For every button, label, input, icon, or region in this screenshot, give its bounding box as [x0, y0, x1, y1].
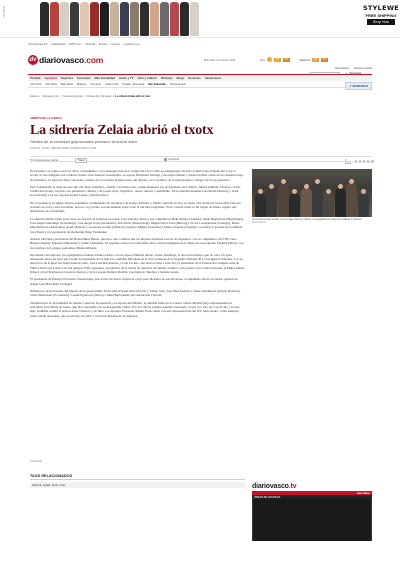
site-logo[interactable]: [28, 55, 103, 65]
services-bar: [28, 40, 372, 48]
article-body: [30, 169, 245, 321]
subnav-item[interactable]: San Sebastián: [148, 82, 166, 86]
photo-person: [266, 188, 277, 217]
tags-list[interactable]: sidrería, zelaia, abrió, txotx: [30, 482, 245, 488]
sub-nav: [28, 81, 372, 88]
weather-today-label: Hoy: [260, 57, 265, 62]
ad-stylewe[interactable]: [362, 4, 400, 36]
site-header: [28, 53, 372, 75]
star-icon[interactable]: [367, 160, 369, 163]
ad-model-image[interactable]: [50, 2, 59, 36]
nav-item[interactable]: Servicios: [188, 76, 201, 80]
tweet-button[interactable]: Tweet: [75, 158, 87, 163]
photo-face: [315, 179, 320, 184]
ad-label: Publicidad: [2, 6, 5, 18]
comment-count-link[interactable]: 70 Comenta esta noticia: [30, 158, 58, 162]
photo-person: [301, 188, 312, 217]
ad-brand: STYLEWE: [362, 4, 400, 12]
subnav-item[interactable]: Bidasoa: [76, 82, 87, 86]
tv-logo[interactable]: diariovasco.tv: [252, 483, 297, 490]
ad-model-image[interactable]: [190, 2, 199, 36]
photo-person: [346, 183, 357, 217]
star-icon[interactable]: [355, 160, 357, 163]
entradas-button[interactable]: ✓ ENTRADAS: [345, 82, 372, 90]
ad-model-image[interactable]: [140, 2, 149, 36]
star-icon[interactable]: [359, 160, 361, 163]
ad-shop-button[interactable]: Shop Now: [367, 19, 395, 25]
photo-face: [304, 184, 309, 189]
share-button[interactable]: [164, 158, 179, 161]
video-player[interactable]: [252, 499, 372, 541]
ad-model-image[interactable]: [90, 2, 99, 36]
tags-title: TAGS RELACIONADOS: [30, 474, 245, 480]
nav-item[interactable]: Gente y TV: [118, 76, 134, 80]
article-toolbar: [30, 156, 372, 165]
temp-today-min: 14: [275, 58, 279, 61]
rating-widget[interactable]: [345, 159, 374, 165]
header-link[interactable]: Hemeroteca: [335, 67, 350, 70]
photo-face: [338, 184, 343, 189]
tv-section-title: VÍDEOS DE GIPUZKOA: [252, 495, 372, 499]
article-subhead: Gentes de la sociedad guipuzcoana probaron la nueva sidra: [30, 139, 137, 144]
breadcrumb-item: Estás en:: [30, 95, 40, 98]
subnav-item[interactable]: Tolosa-Goierri: [169, 82, 187, 86]
ad-model-image[interactable]: [150, 2, 159, 36]
ad-model-image[interactable]: [70, 2, 79, 36]
separator: |: [66, 42, 68, 46]
header-link[interactable]: Envía tu noticia: [354, 67, 372, 70]
nav-item[interactable]: Gipuzkoa: [44, 76, 58, 80]
breadcrumb-item[interactable]: > Noticias San Sebastián: [84, 95, 112, 98]
header-links: [335, 67, 372, 70]
header-date: Miércoles, 22 octubre 2014: [204, 59, 236, 62]
ad-ship-text: FREE SHIPPING: [365, 13, 397, 18]
register-label: Regístrate: [349, 71, 362, 75]
breadcrumb: [30, 95, 151, 98]
video-widget: [252, 483, 372, 541]
photo-person: [278, 183, 289, 217]
photo-person: [335, 188, 346, 217]
share-icon: [164, 158, 167, 161]
page-title: La sidrería Zelaia abrió el txotx: [30, 123, 214, 138]
photo-caption: José Antonio Garmendia, con sus hijas Oihana y Jaione, acompañados de algunos invitados a la fiesta. / MICHELENA: [252, 218, 363, 224]
nav-item[interactable]: Deportes: [61, 76, 74, 80]
nav-item[interactable]: Economía: [77, 76, 91, 80]
ad-model-image[interactable]: [100, 2, 109, 36]
article-paragraph: El presidente de Elkargi Victoriano Susperregui, que al mes de marzo dejará su cargo para disfrutar de sus aficiones, acompañado del ex secretario general de Adegi José Mari Ruiz Urchegui.: [30, 277, 238, 286]
arrow-icon: ▸: [346, 71, 348, 75]
ad-model-image[interactable]: [170, 2, 179, 36]
article-paragraph: Para Garmendia, la sidra de este año «Es muy aromática, estable y de buen color y debe mantener sus propiedades en botellas». Menú habitual: Chorizo cocido, tortilla de bacalao, bacalao con pimientos, chuleta y de postre tejas, cigarrillos, queso, nueces y membrillo. En la pantalla mandan José María Olazarrg y Xabi Gorrotxategi y en los fogones Isabel Lagata y Domi Santos.: [30, 184, 242, 198]
top-ad-banner[interactable]: [0, 0, 400, 38]
photo-face: [258, 189, 263, 194]
service-link[interactable]: Coches: [111, 42, 121, 46]
related-tags: [30, 474, 245, 488]
photo-face: [361, 189, 366, 194]
breadcrumb-item: > La sidrería Zelaia abrió el txotx: [113, 95, 151, 98]
weather-tomorrow-label: Mañana: [299, 57, 310, 62]
service-link[interactable]: Clasificados: [51, 42, 66, 46]
service-link[interactable]: mujerhoy.com: [123, 42, 140, 46]
nav-item[interactable]: Portada: [30, 76, 41, 80]
photo-person: [358, 193, 369, 217]
photo-person: [312, 183, 323, 217]
service-link[interactable]: Empleo: [98, 42, 108, 46]
subnav-item[interactable]: Comarca: [90, 82, 101, 86]
separator: |: [48, 42, 50, 46]
article-byline: 10.02.10 - 00:06 - SEFORA ZIRIO | DIARIOVASCO.COM: [30, 147, 97, 150]
nav-item[interactable]: Más Actualidad: [94, 76, 115, 80]
sun-icon: [267, 57, 272, 62]
temp-today-max: 20: [284, 58, 288, 61]
photo-face: [281, 179, 286, 184]
subnav-item[interactable]: Costa Urola: [104, 82, 119, 86]
ad-fashion-gallery[interactable]: [40, 2, 199, 36]
article-paragraph: Numerosos profesionales del mundo de la gastronomía. Entre ellos Patxan Gim (Tai-Tai y Viento Sur), José Mari Pedrera y Jesús Santamaría (Gruplo Bokado); Javier Benavides (Portuarios), Joseán Egiarroré (Illarra) e Iñaki Barrenendi, del restaurante Txokoli.: [30, 289, 241, 298]
ad-model-image[interactable]: [130, 2, 139, 36]
ad-model-image[interactable]: [160, 2, 169, 36]
photo-person: [323, 193, 334, 217]
star-icon[interactable]: [371, 160, 373, 163]
subnav-item[interactable]: Pasaia - Errenteria: [122, 82, 145, 86]
ad-model-image[interactable]: [180, 2, 189, 36]
subnav-item[interactable]: Bajo Deba: [60, 82, 73, 86]
article-photo[interactable]: [252, 169, 372, 217]
nav-item[interactable]: Ocio y Cultura: [137, 76, 157, 80]
temp-tomorrow-min: 13: [313, 58, 317, 61]
temp-tomorrow-max: 19: [322, 58, 326, 61]
breadcrumb-item[interactable]: > Noticias Gipuzkoa: [61, 95, 83, 98]
ad-model-image[interactable]: [120, 2, 129, 36]
publicidad-label: Publicidad: [30, 460, 42, 463]
ad-model-image[interactable]: [110, 2, 119, 36]
share-label: Compartir: [168, 158, 180, 161]
logo-text: diariovasco.com: [39, 55, 104, 65]
article-paragraph: De los primeros en llegar, Karlos Arguiñano acompañado de sus hijas y de Juanjo Altxeiez y Mariló Gelardi. Karlos se cuidó: «En Zelaia hi hacen muy bien, ha probado de todo y está excelente, pero no voy pronto porque mañana grabo todo el día mis programas. Ya le contaré cómo es mi regalo de misas, seguro que desbaraxes en el mundillo.: [30, 200, 241, 214]
article-kicker: ABIERTO DE LA CUENCA: [30, 117, 62, 120]
article-paragraph: También tuve la oportunidad de saludar a Antxon Douxedetti y su esposa Ana Benito; al temible Julen de la Cuesta. Desde Madrid llegó expresamente el periodista José María de Juana, que hizo cuestillas con su inseparable Otaño. En otro rincón saludas Agustín Guerejeta, el que veo solo una vez al año y es una lujo. También acudió el peatón Asier Olaizola y no faltó a la apertura Fernando Amián 'Patxo Ixen' con una representación del DV. Muy atento, como siempre, estuvo Iñaki Ansolena, que se encargó de abrir y cerrar las kupelas de las kupelas.: [30, 300, 240, 318]
separator: |: [96, 42, 98, 46]
breadcrumb-item[interactable]: diariovasco.com: [41, 95, 60, 98]
separator: |: [82, 42, 84, 46]
photo-person: [289, 193, 300, 217]
ad-model-image[interactable]: [80, 2, 89, 36]
nav-item[interactable]: Blogs: [176, 76, 185, 80]
photo-person: [255, 193, 266, 217]
article-paragraph: La sidrería Zelaia forma parte de la asociación de sidrerías Gorosiat. José Antonio invitó a sus compañeros Iñaki Aldabe (Alzuela), Iñaki Begiristain (Begiristain), José Angel Gaztañaga (Gaztañaga), José Angel Goiri (Gurutzeta), Peio Irizar (Bekoetxegi), Miguel Mari Lasa (Iñarrogi), Víctor Lasagabaster (Lizeaga), Maite Mendizabarra (Alorrenea), Axial Olaizola y su esposa Goretti (Olaizola), Ignacio Mujika (Sanzalu) y Mateo Zapiain (Zapiain). Con ellos el gerente de la entidad Josu Esnal y el responsable de marketing Íñigo Fernández.: [30, 216, 244, 234]
article-paragraph: Ambort Oricuirar, presidente del Boleal Buru Batzar, que tuvo que confesar que las mejores sidrerías son las de Gipuzkoa, con se compañeros de ETB como Bingen Zupiria, Eduarne Olmazabal y Jaime Charnetzil. El segundo canal de la televisión vasca ofrecía imágenes de la fiesta en su programa Euskadi Directo con las palabras de la guapa periodista Oihana Mateus.: [30, 237, 244, 250]
article-paragraph: El encuentro se repite todos los años, coincidiendo con la inauguración de la temporada de la sidra en Astigarraga. Ocurrió el miércoles al mediodía y por la noche, la cita obligada en la sidrería Zelaia. José Antonio Garmendia, su esposa Natividad Sarriegi y sus hijas Oihana y Jaione reciben a más de un centenar largo de invitados. La mayoría muy conocidos. Gentes de la sociedad guipuzcoana, del deporte, de la política, de la gastronomía y amigos de los propietarios.: [30, 169, 244, 182]
article-paragraph: Del mundo del deporte, los aguapalistas realistas Periko Alonso con su esposa Maribel Olano, Javier Zubillaga, al que hacía tiempo que no veía. Un gran entrenador ahora en paro que acudió acompañado de su hijo Jon, también futbolista en el club Lamonia de la Segunda División B y José Ignacio Sánchez. Los ex directivos de la Real Sociedad Antonio Otto, José Luis Barrenetxea y Luis Lecuna, que nunca faltan a esta cita; el presidente de la Federación Guipuzcoana de Fútbol Juan Luis Larrea con sus amigos, Félix Apaolaza, propietario de la tienda de deportes del mismo nombre, el de pelota vasca Antón Irurzun, el Mikel Azkue (Imaz), el del Ereñozu en la pelota Zurreta y de los poetas Ramón Madrid, José Ignacio Sánchez y Ramón Arteta.: [30, 252, 245, 274]
nav-item[interactable]: Participe: [160, 76, 173, 80]
ad-model-image[interactable]: [40, 2, 49, 36]
nav-item[interactable]: Hemeroteca: [204, 76, 221, 80]
service-link[interactable]: Promociones DV: [28, 42, 48, 46]
ad-model-image[interactable]: [60, 2, 69, 36]
service-link[interactable]: Vivienda: [85, 42, 96, 46]
star-icon[interactable]: [363, 160, 365, 163]
subnav-item[interactable]: Alto Urola: [30, 82, 42, 86]
logo-mark: dv: [29, 57, 37, 63]
weather-widget[interactable]: [260, 57, 328, 62]
more-videos-link[interactable]: más vídeos: [356, 491, 370, 495]
separator: |: [109, 42, 110, 46]
subnav-item[interactable]: Alto Deba: [45, 82, 57, 86]
separator: |: [121, 42, 123, 46]
service-link[interactable]: 11870.com: [68, 42, 82, 46]
votes-count: 0 votos: [345, 158, 352, 165]
